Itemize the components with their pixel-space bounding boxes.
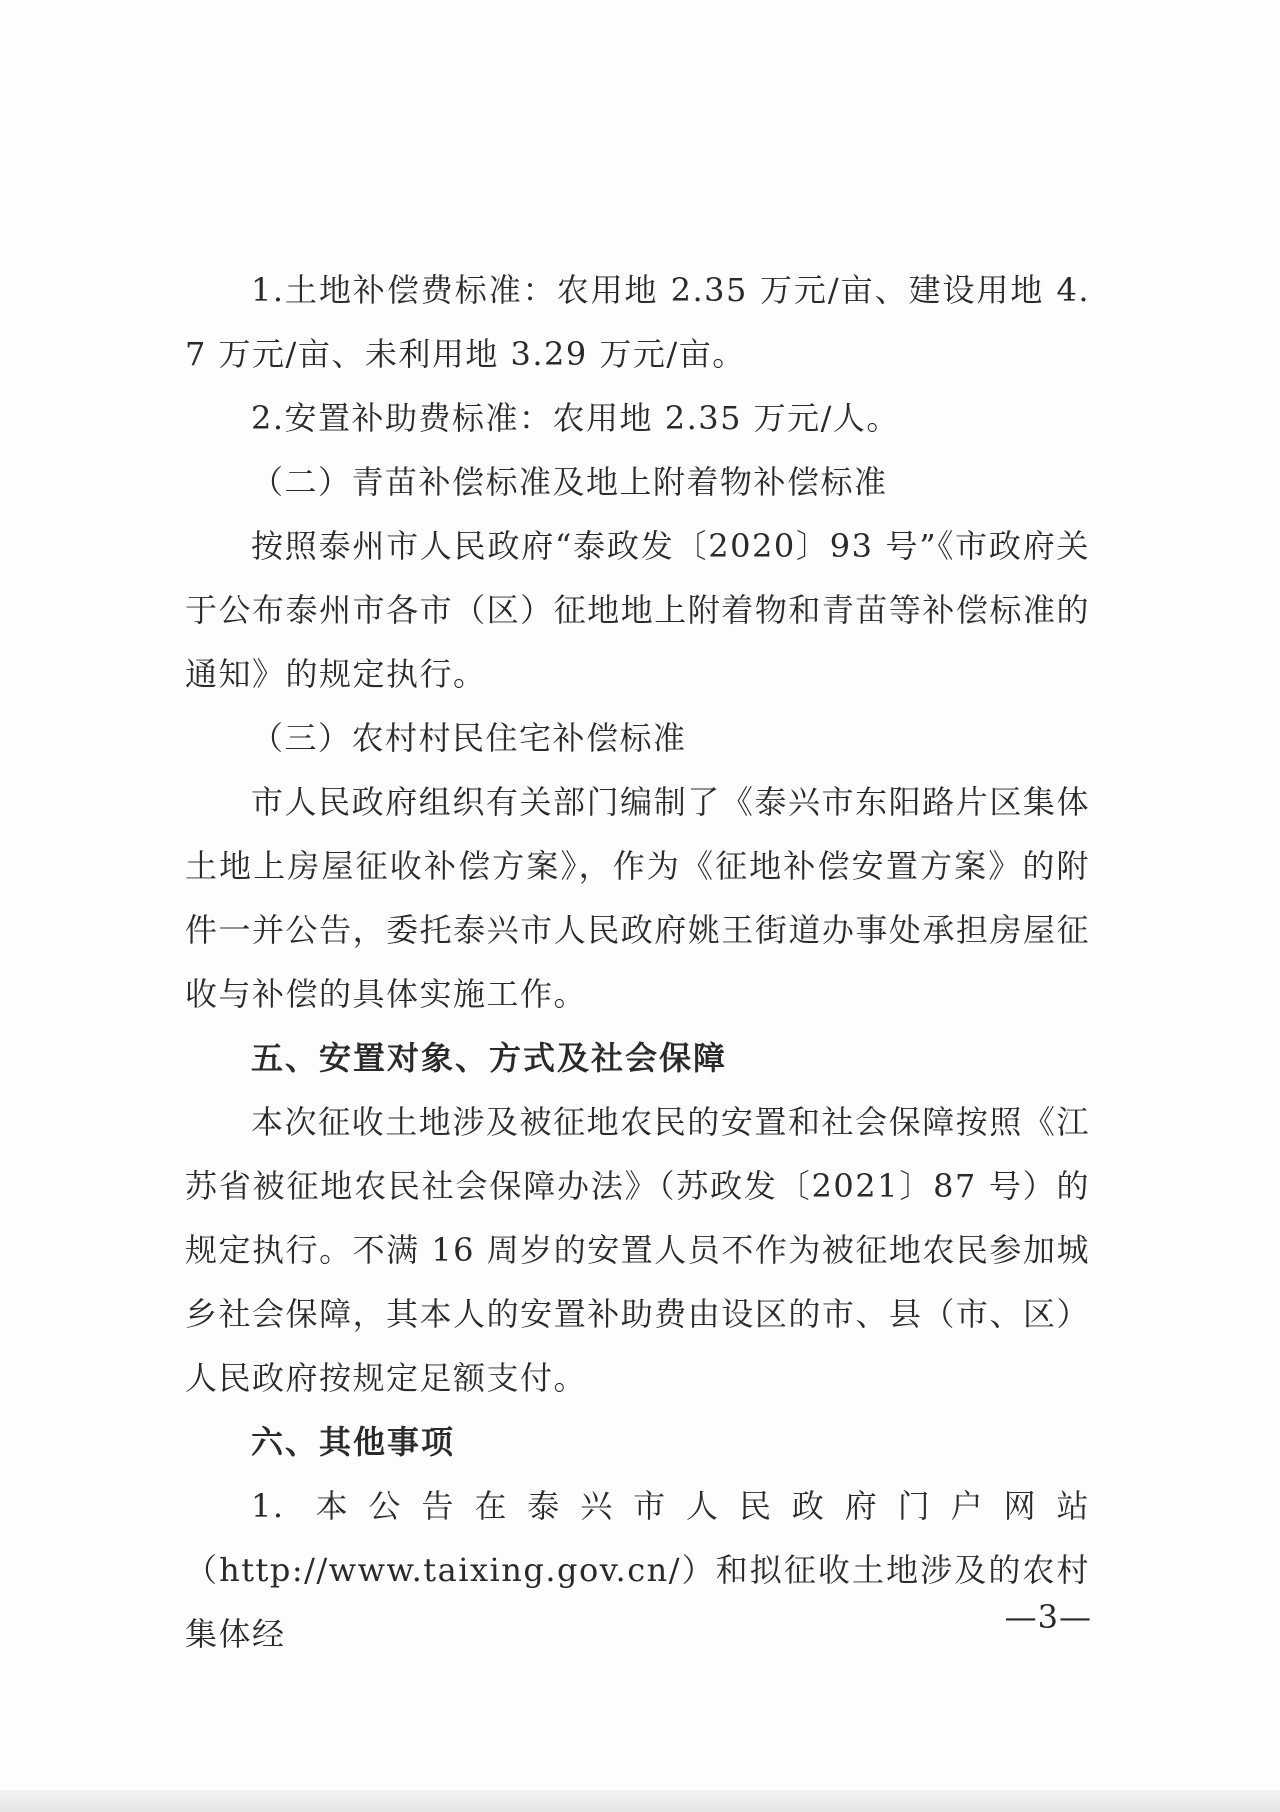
scan-bottom-edge [0, 1790, 1280, 1812]
section-heading-housing: （三）农村村民住宅补偿标准 [251, 719, 687, 757]
resettlement-subsidy-standard: 2.安置补助费标准：农用地 2.35 万元/人。 [251, 399, 900, 437]
document-body [185, 258, 1090, 1666]
section-heading-resettlement: 五、安置对象、方式及社会保障 [251, 1039, 728, 1077]
section-heading-other-matters: 六、其他事项 [251, 1423, 456, 1461]
website-url-line: （http://www.taixing.gov.cn/）和拟征收土地涉及的农村集体经 [185, 1551, 1090, 1653]
crops-compensation-paragraph: 按照泰州市人民政府“泰政发〔2020〕93 号”《市政府关于公布泰州市各市（区）征地地上附着物和青苗等补偿标准的通知》的规定执行。 [185, 527, 1090, 693]
page-number: —3— [1004, 1598, 1092, 1636]
section-heading-crops: （二）青苗补偿标准及地上附着物补偿标准 [251, 463, 888, 501]
social-security-paragraph: 本次征收土地涉及被征地农民的安置和社会保障按照《江苏省被征地农民社会保障办法》（苏政发〔2021〕87 号）的规定执行。不满 16 周岁的安置人员不作为被征地农民参加城乡社会保障，其本人的安置补助费由设区的市、县（市、区）人民政府按规定足额支付。 [185, 1103, 1090, 1397]
announcement-website-line: 1. 本公告在泰兴市人民政府门户网站 [251, 1487, 1090, 1525]
housing-compensation-paragraph: 市人民政府组织有关部门编制了《泰兴市东阳路片区集体土地上房屋征收补偿方案》，作为《征地补偿安置方案》的附件一并公告，委托泰兴市人民政府姚王街道办事处承担房屋征收与补偿的具体实施工作。 [185, 783, 1090, 1013]
land-compensation-standard: 1.土地补偿费标准：农用地 2.35 万元/亩、建设用地 4.7 万元/亩、未利用地 3.29 万元/亩。 [185, 271, 1090, 373]
